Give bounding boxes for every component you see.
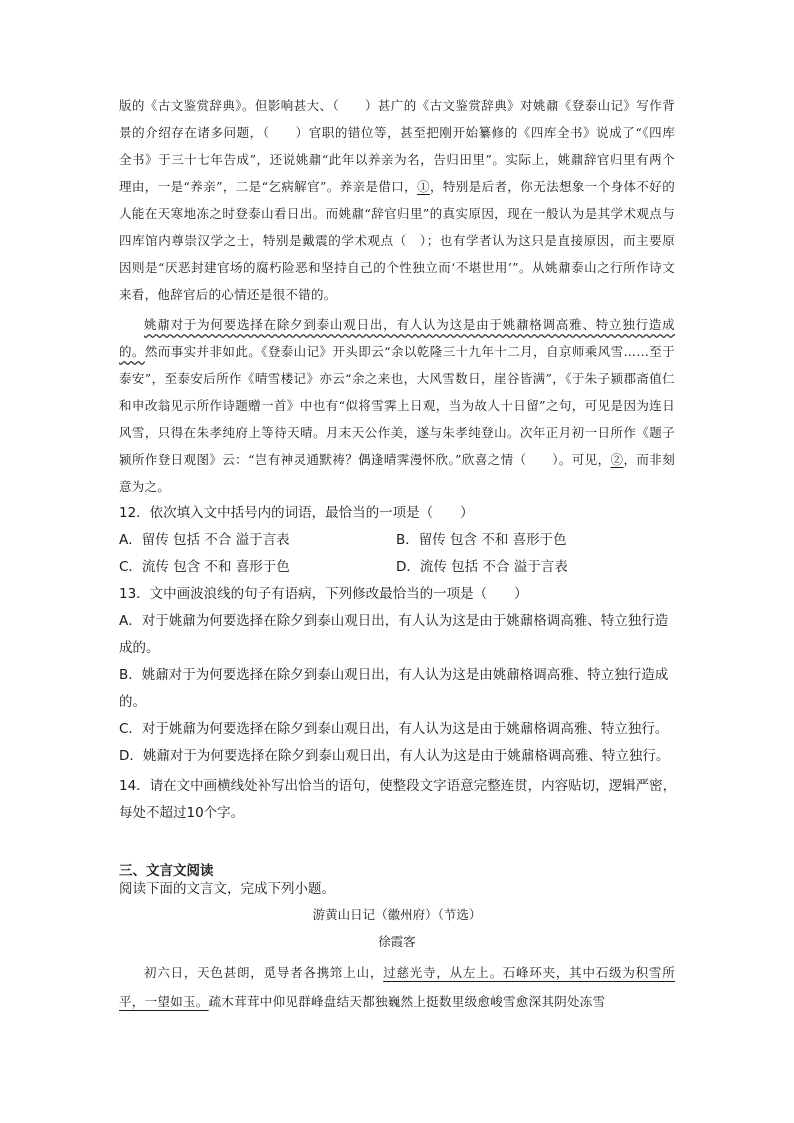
- classical-text: [119, 958, 675, 1016]
- question-12-option-b: B．留传 包含 不和 喜形于色: [396, 532, 567, 548]
- question-14-stem: 14．请在文中画横线处补写出恰当的语句，使整段文字语意完整连贯，内容贴切，逻辑严密，每处不超过10个字。: [119, 778, 677, 821]
- blank-marker-2: ②: [610, 452, 624, 467]
- classical-segment-2: 疏木茸茸中仰见群峰盘结天都独巍然上挺数里级愈峻雪愈深其阴处冻雪: [208, 994, 606, 1009]
- p1-segment-1: 版的《古文鉴赏辞典》。但影响甚大、（ ）甚广的《古文鉴赏辞典》对姚鼐《登泰山记》写作背景的介绍存在诸多问题，（ ）官职的错位等，甚至把刚开始纂修的《四库全书》说成了“《四库全书》于三十七年告成”，还说姚鼐“此年以养亲为名，告归田里”。实际上，姚鼐辞官归里有两个理由，一是“养亲”，二是“乞病解官”。养亲是借口，: [119, 98, 675, 194]
- question-13-option-c: C．对于姚鼐为何要选择在除夕到泰山观日出，有人认为这是由于姚鼐格调高雅、特立独行。: [119, 721, 669, 737]
- question-12-option-d: D．流传 包括 不合 溢于言表: [396, 559, 568, 575]
- p1-segment-2: ，特别是后者，你无法想象一个身体不好的人能在天寒地冻之时登泰山看日出。而姚鼐“辞官归里”的真实原因，现在一般认为是其学术观点与四库馆内尊崇汉学之士，特别是戴震的学术观点（ ）；也有学者认为这只是直接原因，而主要原因则是“厌恶封建官场的腐朽险恶和坚持自己的个性独立而‘不堪世用’”。从姚鼐泰山之行所作诗文来看，他辞官后的心情还是很不错的。: [119, 179, 675, 302]
- question-13-option-d: D．姚鼐对于为何要选择在除夕到泰山观日出，有人认为这是由于姚鼐格调高雅、特立独行。: [119, 748, 670, 764]
- question-12-stem: 12．依次填入文中括号内的词语，最恰当的一项是（ ）: [119, 505, 474, 521]
- question-12: [119, 500, 679, 581]
- text-title: 游黄山日记（徽州府）（节选）: [312, 907, 482, 922]
- classical-segment-1: 初六日，天色甚朗，觅导者各携筇上山，: [144, 965, 384, 980]
- p2-segment-1: 然而事实并非如此。《登泰山记》开头即云“余以乾隆三十九年十二月，自京师乘风雪……至于泰安”，至泰安后所作《晴雪楼记》亦云“余之来也，大风雪数日，崖谷皆满”，《于朱子颍郡斋值仁和申改翁见示所作诗题赠一首》中也有“似将雪霁上日观，当为故人十日留”之句，可见是因为连日风雪，只得在朱孝纯府上等待天晴。月末天公作美，遂与朱孝纯登山。次年正月初一日所作《题子颍所作登日观图》云：“岂有神灵通默祷？偶逢晴霁漫怀欣。”欣喜之情（ ）。可见，: [119, 344, 675, 467]
- question-12-option-c: C．流传 包含 不和 喜形于色: [119, 559, 290, 575]
- passage-paragraph-1: [119, 92, 675, 308]
- question-13-option-b: B．姚鼐对于为何要选择在除夕到泰山观日出，有人认为这是由姚鼐格调高雅、特立独行造成的。: [119, 667, 669, 710]
- question-13: [119, 581, 679, 770]
- p2-segment-2: ，而非刻意为之。: [119, 452, 675, 494]
- question-13-stem: 13．文中画波浪线的句子有语病，下列修改最恰当的一项是（ ）: [119, 586, 528, 602]
- text-author: 徐霞客: [378, 934, 416, 949]
- question-13-option-a: A．对于姚鼐为何要选择在除夕到泰山观日出，有人认为这是由于姚鼐格调高雅、特立独行造成的。: [119, 613, 669, 656]
- question-12-option-a: A．留传 包括 不合 溢于言表: [119, 532, 290, 548]
- section-title: 三、文言文阅读: [119, 863, 214, 879]
- passage-paragraph-2: [119, 311, 675, 500]
- wavy-underlined-sentence: 姚鼐对于为何要选择在除夕到泰山观日出，有人认为这是由于姚鼐格调高雅、特立独行造成的。: [119, 317, 675, 359]
- underlined-classical-sentence: 过慈光寺，从左上。石峰环夹，其中石级为积雪所平，一望如玉。: [119, 965, 675, 1009]
- question-14: [119, 773, 679, 827]
- section-instruction: 阅读下面的文言文，完成下列小题。: [119, 881, 335, 897]
- blank-marker-1: ①: [417, 179, 430, 194]
